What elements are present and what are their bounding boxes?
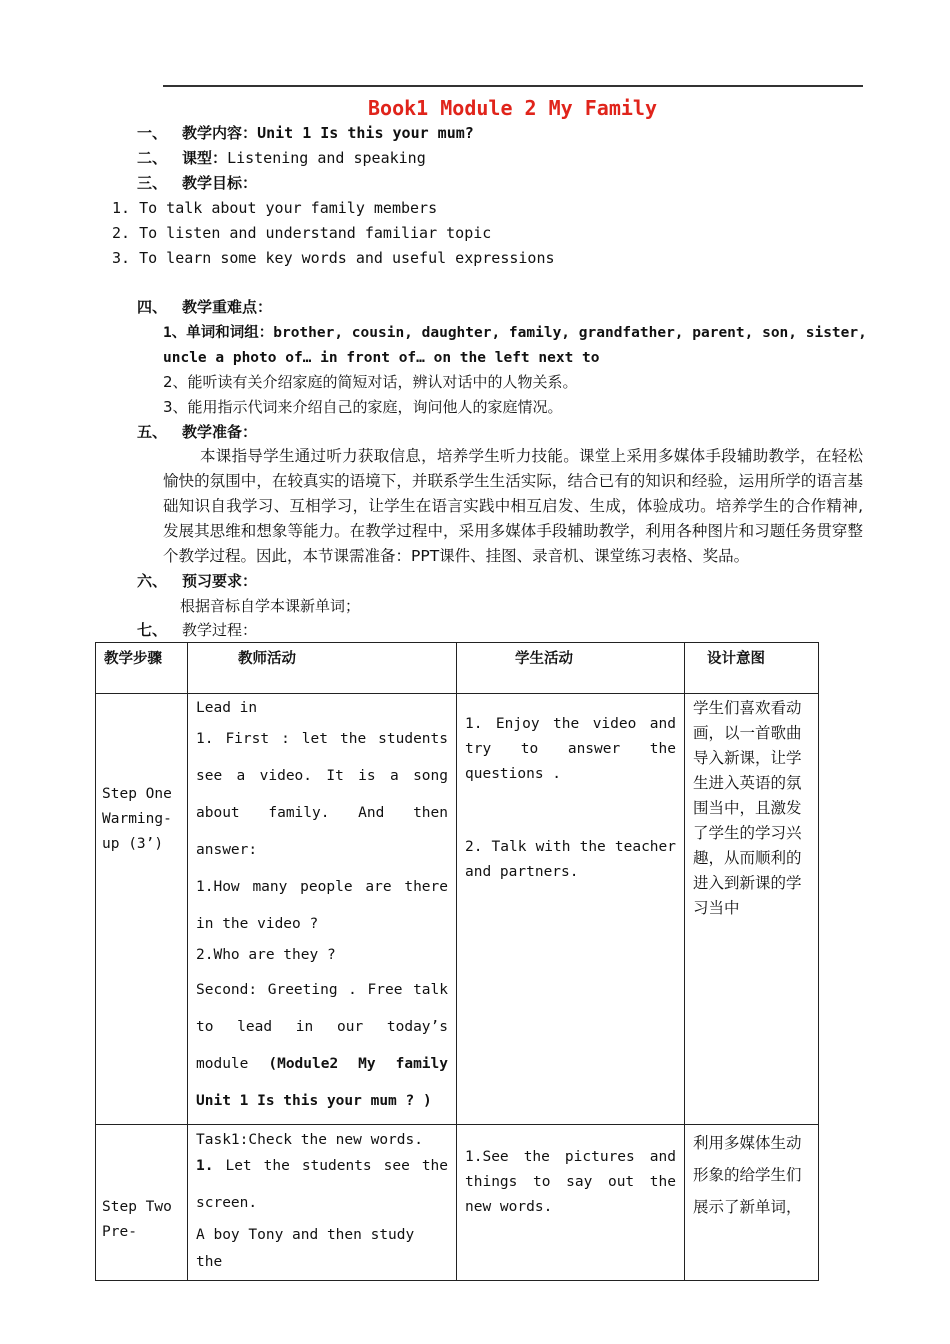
intent-text: 学生们喜欢看动画，以一首歌曲导入新课，让学生进入英语的氛围当中，且激发了学生的学习兴趣，从而顺利的进入到新课的学习当中 bbox=[693, 699, 802, 917]
intent-cell bbox=[685, 1125, 819, 1281]
section-num: 三、 bbox=[137, 174, 168, 192]
teacher-line: Second: Greeting . Free talk to lead in our today’s module bbox=[196, 982, 448, 1072]
objective-2: 2. To listen and understand familiar topic bbox=[112, 224, 492, 242]
teacher-heading: Lead in bbox=[196, 700, 258, 716]
section-label: 教学目标： bbox=[182, 174, 258, 192]
section-label: 教学重难点： bbox=[182, 298, 273, 316]
key-point-3: 3、能用指示代词来介绍自己的家庭，询问他人的家庭情况。 bbox=[163, 398, 563, 416]
section-label: 教学准备： bbox=[182, 423, 258, 441]
teacher-line: 2.Who are they ? bbox=[196, 947, 336, 963]
section-5 bbox=[137, 422, 257, 442]
teacher-line: 1. First : let the students see a video. It is a song about family. And then answer: bbox=[196, 731, 448, 858]
section-label: 预习要求： bbox=[182, 572, 258, 590]
key-point-1-line-1: 1、单词和词组：brother, cousin, daughter, family, grandfather, parent, son, sister, bbox=[163, 325, 867, 341]
section-num: 四、 bbox=[137, 298, 168, 316]
header-intent: 设计意图 bbox=[685, 643, 819, 694]
section-1 bbox=[137, 123, 474, 143]
section-num: 二、 bbox=[137, 149, 168, 167]
step-label: Step Two Pre- bbox=[102, 1199, 172, 1240]
header-rule bbox=[163, 85, 863, 87]
teacher-bold bbox=[196, 1046, 448, 1120]
intent-text: 利用多媒体生动形象的给学生们展示了新单词， bbox=[693, 1134, 802, 1216]
table-row bbox=[96, 1125, 819, 1281]
section-num: 七、 bbox=[137, 621, 168, 639]
teacher-line-text: Let the students see the screen. bbox=[196, 1158, 449, 1211]
teacher-line: A boy Tony and then study the bbox=[196, 1227, 415, 1270]
header-step: 教学步骤 bbox=[96, 643, 188, 694]
section-2 bbox=[137, 148, 426, 168]
preparation-text: 本课指导学生通过听力获取信息，培养学生听力技能。课堂上采用多媒体手段辅助教学，在轻松愉快的氛围中，在较真实的语境下，并联系学生生活实际，结合已有的知识和经验，运用所学的语言基础知识自我学习、互相学习，让学生在语言实践中相互启发、生成，体验成功。培养学生的合作精神,发展其思维和想象等能力。在教学过程中，采用多媒体手段辅助教学，利用各种图片和习题任务贯穿整个教学过程。因此，本节课需准备：PPT课件、挂图、录音机、课堂练习表格、奖品。 bbox=[163, 447, 863, 565]
teacher-num: 1. bbox=[196, 1158, 214, 1174]
step-label: Step One Warming-up (3’) bbox=[102, 785, 172, 852]
teacher-line: 1.How many people are there in the video ? bbox=[196, 879, 448, 932]
student-activity: 1. Enjoy the video and try to answer the questions . bbox=[465, 716, 676, 782]
step-cell bbox=[96, 1125, 188, 1281]
teacher-bold-text: (Module2 My family Unit 1 Is this your mum ? ) bbox=[196, 1056, 448, 1109]
teacher-line bbox=[196, 1148, 448, 1222]
step-cell bbox=[96, 694, 188, 1125]
section-4 bbox=[137, 297, 272, 317]
objective-3: 3. To learn some key words and useful expressions bbox=[112, 249, 555, 267]
header-teacher: 教师活动 bbox=[188, 643, 457, 694]
student-activity: 2. Talk with the teacher and partners. bbox=[465, 839, 676, 880]
preparation-paragraph bbox=[163, 444, 863, 569]
section-label: 教学过程： bbox=[182, 621, 258, 639]
table-row bbox=[96, 694, 819, 1125]
student-cell bbox=[457, 694, 685, 1125]
teacher-cell bbox=[188, 1125, 457, 1281]
section-3 bbox=[137, 173, 257, 193]
page-title: Book1 Module 2 My Family bbox=[368, 96, 657, 120]
key-point-2: 2、能听读有关介绍家庭的简短对话，辨认对话中的人物关系。 bbox=[163, 373, 578, 391]
teacher-cell bbox=[188, 694, 457, 1125]
section-label: 教学内容： bbox=[182, 124, 258, 142]
teacher-heading: Task1:Check the new words. bbox=[196, 1132, 423, 1148]
student-activity: 1.See the pictures and things to say out the new words. bbox=[465, 1149, 676, 1215]
section-value: Unit 1 Is this your mum? bbox=[257, 124, 474, 142]
section-label: 课型： bbox=[182, 149, 228, 167]
header-student: 学生活动 bbox=[457, 643, 685, 694]
preview-text: 根据音标自学本课新单词； bbox=[180, 597, 361, 615]
lesson-process-table bbox=[95, 642, 819, 1281]
section-num: 五、 bbox=[137, 423, 168, 441]
objective-1: 1. To talk about your family members bbox=[112, 199, 438, 217]
section-num: 一、 bbox=[137, 124, 168, 142]
table-header-row bbox=[96, 643, 819, 694]
section-7 bbox=[137, 620, 257, 640]
section-6 bbox=[137, 571, 257, 591]
section-num: 六、 bbox=[137, 572, 168, 590]
key-point-1-line-2: uncle a photo of… in front of… on the left next to bbox=[163, 350, 600, 366]
section-value: Listening and speaking bbox=[227, 149, 426, 167]
student-cell bbox=[457, 1125, 685, 1281]
intent-cell bbox=[685, 694, 819, 1125]
